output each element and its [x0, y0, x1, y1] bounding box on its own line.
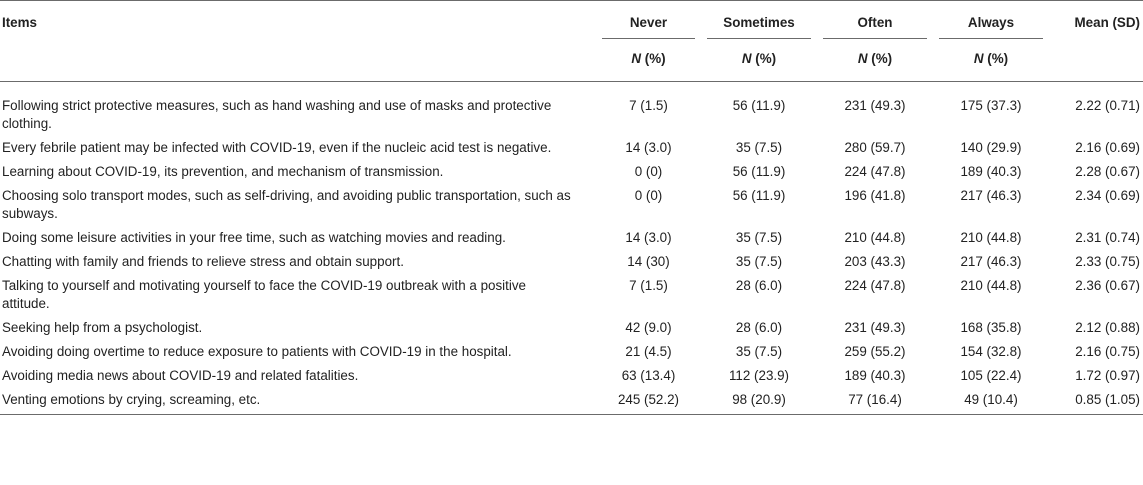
always-cell: 189 (40.3) [960, 164, 1022, 179]
never-cell: 63 (13.4) [621, 368, 676, 383]
always-cell: 210 (44.8) [960, 278, 1022, 293]
mean-sd-cell: 0.85 (1.05) [1049, 388, 1143, 415]
item-cell: Venting emotions by crying, screaming, etc. [0, 388, 596, 415]
often-cell: 196 (41.8) [844, 188, 906, 203]
sometimes-cell: 112 (23.9) [728, 368, 790, 383]
always-cell: 217 (46.3) [960, 188, 1022, 203]
often-cell: 224 (47.8) [844, 164, 906, 179]
always-n-pct-subheader: N (%) [933, 39, 1049, 82]
often-cell: 231 (49.3) [844, 320, 906, 335]
mean-sd-cell: 2.31 (0.74) [1075, 230, 1140, 245]
sometimes-cell: 28 (6.0) [735, 278, 783, 293]
often-cell: 189 (40.3) [844, 368, 906, 383]
table-row [0, 364, 1143, 388]
never-cell: 14 (3.0) [625, 230, 672, 245]
never-cell: 245 (52.2) [596, 388, 701, 415]
always-cell: 210 (44.8) [960, 230, 1022, 245]
sometimes-column-header: Sometimes [701, 0, 817, 39]
table-row [0, 316, 1143, 340]
sometimes-cell: 56 (11.9) [732, 188, 786, 203]
item-cell: Talking to yourself and motivating yourself to face the COVID-19 outbreak with a positive attitude. [2, 278, 526, 311]
always-cell: 154 (32.8) [960, 344, 1022, 359]
table-body [0, 82, 1143, 415]
mean-sd-cell: 2.16 (0.69) [1075, 140, 1140, 155]
subheader-empty-mean [1049, 39, 1143, 82]
often-cell: 77 (16.4) [817, 388, 933, 415]
never-cell: 21 (4.5) [625, 344, 672, 359]
header-row [0, 0, 1143, 39]
mean-sd-cell: 2.28 (0.67) [1075, 164, 1140, 179]
table-row [0, 136, 1143, 160]
table-row [0, 340, 1143, 364]
often-cell: 280 (59.7) [844, 140, 906, 155]
sometimes-cell: 28 (6.0) [735, 320, 783, 335]
always-column-header: Always [933, 0, 1049, 39]
never-column-header: Never [596, 0, 701, 39]
sometimes-cell: 35 (7.5) [735, 140, 783, 155]
table-row [0, 388, 1143, 415]
item-cell: Chatting with family and friends to relieve stress and obtain support. [2, 254, 404, 269]
mean-sd-cell: 2.22 (0.71) [1075, 98, 1140, 113]
never-cell: 14 (3.0) [625, 140, 672, 155]
mean-sd-cell: 2.12 (0.88) [1075, 320, 1140, 335]
mean-sd-cell: 1.72 (0.97) [1075, 368, 1140, 383]
table-row [0, 226, 1143, 250]
never-cell: 14 (30) [627, 254, 670, 269]
item-cell: Avoiding media news about COVID-19 and related fatalities. [2, 368, 359, 383]
sometimes-cell: 35 (7.5) [735, 344, 783, 359]
mean-sd-cell: 2.36 (0.67) [1075, 278, 1140, 293]
item-cell: Following strict protective measures, such as hand washing and use of masks and protective clothing. [2, 98, 552, 131]
never-cell: 0 (0) [634, 188, 663, 203]
always-cell: 105 (22.4) [960, 368, 1022, 383]
always-cell: 175 (37.3) [960, 98, 1022, 113]
always-cell: 217 (46.3) [960, 254, 1022, 269]
sometimes-cell: 98 (20.9) [701, 388, 817, 415]
sometimes-n-pct-subheader: N (%) [701, 39, 817, 82]
item-cell: Avoiding doing overtime to reduce exposure to patients with COVID-19 in the hospital. [2, 344, 512, 359]
item-cell: Every febrile patient may be infected with COVID-19, even if the nucleic acid test is negative. [2, 140, 552, 155]
mean-sd-cell: 2.33 (0.75) [1075, 254, 1140, 269]
table-row [0, 160, 1143, 184]
never-n-pct-subheader: N (%) [596, 39, 701, 82]
sometimes-cell: 35 (7.5) [735, 230, 783, 245]
often-cell: 231 (49.3) [844, 98, 906, 113]
sometimes-cell: 56 (11.9) [732, 98, 786, 113]
always-cell: 49 (10.4) [933, 388, 1049, 415]
table-header [0, 0, 1143, 82]
table-row [0, 274, 1143, 316]
often-n-pct-subheader: N (%) [817, 39, 933, 82]
sometimes-cell: 56 (11.9) [732, 164, 786, 179]
mean-sd-cell: 2.16 (0.75) [1075, 344, 1140, 359]
never-cell: 7 (1.5) [629, 278, 668, 293]
never-cell: 42 (9.0) [625, 320, 672, 335]
table-row [0, 250, 1143, 274]
subheader-empty [0, 39, 596, 82]
always-cell: 168 (35.8) [960, 320, 1022, 335]
often-cell: 259 (55.2) [844, 344, 906, 359]
often-cell: 210 (44.8) [844, 230, 906, 245]
table-row [0, 184, 1143, 226]
subheader-row [0, 39, 1143, 82]
mean-sd-cell: 2.34 (0.69) [1075, 188, 1140, 203]
often-cell: 224 (47.8) [844, 278, 906, 293]
never-cell: 0 (0) [634, 164, 663, 179]
item-cell: Seeking help from a psychologist. [2, 320, 203, 335]
often-cell: 203 (43.3) [844, 254, 906, 269]
mean-sd-column-header: Mean (SD) [1049, 0, 1143, 39]
item-cell: Choosing solo transport modes, such as self-driving, and avoiding public transportation, such as subways. [2, 188, 571, 221]
items-column-header: Items [0, 0, 596, 39]
never-cell: 7 (1.5) [629, 98, 668, 113]
always-cell: 140 (29.9) [960, 140, 1022, 155]
sometimes-cell: 35 (7.5) [735, 254, 783, 269]
item-cell: Doing some leisure activities in your free time, such as watching movies and reading. [2, 230, 506, 245]
table-row [0, 82, 1143, 136]
often-column-header: Often [817, 0, 933, 39]
item-cell: Learning about COVID-19, its prevention, and mechanism of transmission. [2, 164, 444, 179]
